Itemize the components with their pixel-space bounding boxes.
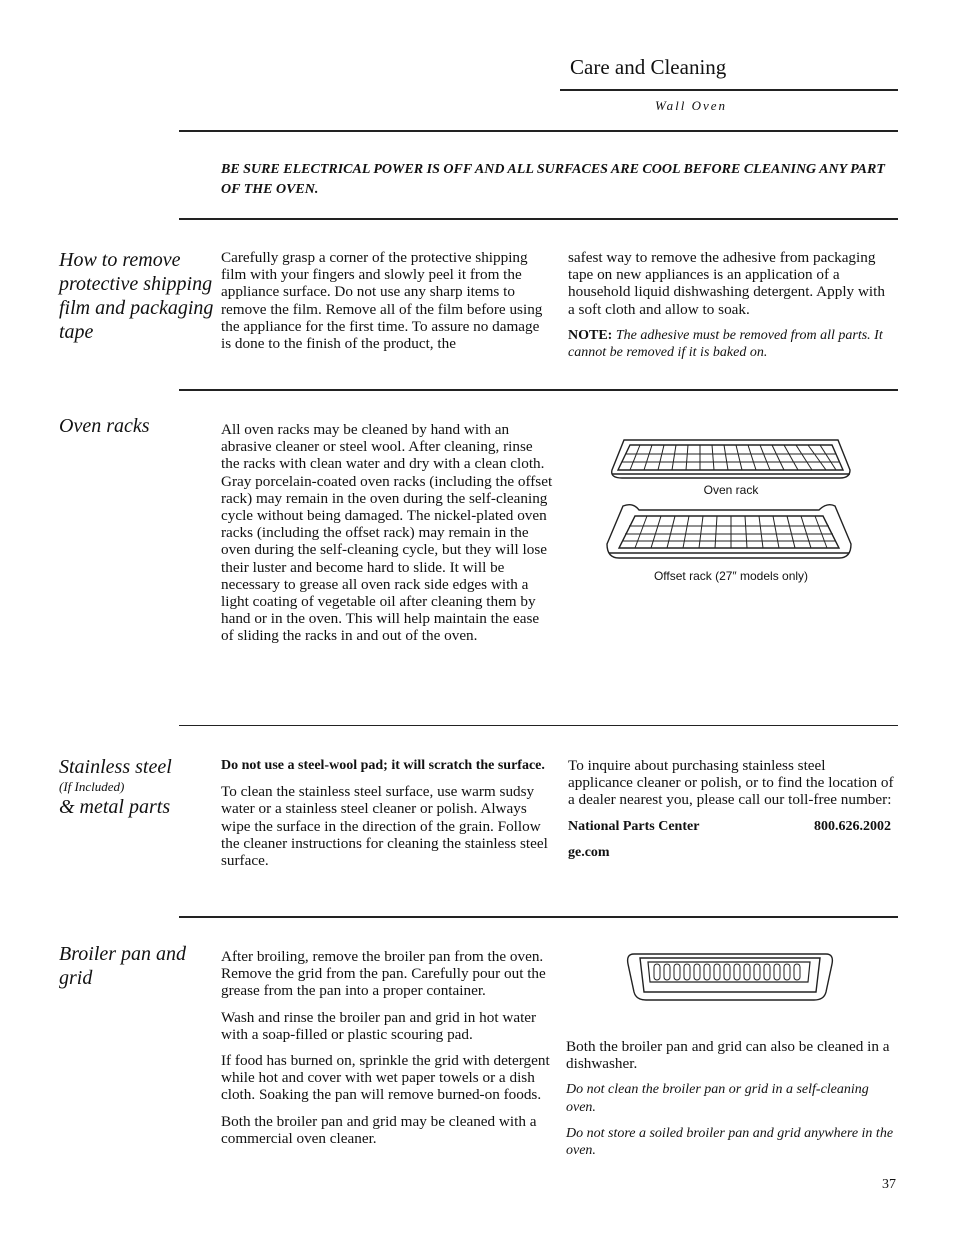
broiler-para: If food has burned on, sprinkle the grid with detergent while hot and cover with wet paper towels or a dish cloth. Soaking the pan will remove burned-on foods. [221,1052,550,1104]
oven-rack-caption: Oven rack [703,483,759,497]
broiler-pan-illustration [624,948,836,1004]
stainless-section-title [59,755,229,819]
broiler-para: Both the broiler pan and grid may be cleaned with a commercial oven cleaner. [221,1112,537,1147]
stainless-text-col2 [568,757,894,861]
racks-section-title: Oven racks [59,415,150,437]
stainless-warning: Do not use a steel-wool pad; it will scratch the surface. [221,758,545,773]
website-link[interactable]: ge.com [568,844,610,860]
parts-center-phone[interactable]: 800.626.2002 [814,818,891,834]
stainless-body: To clean the stainless steel surface, use warm sudsy water or a stainless steel cleaner or polish. Always wipe the surface in the direction of the grain. Follow the cleaner instructions for cleaning the stainless steel surface. [221,783,548,870]
broiler-para: Wash and rinse the broiler pan and grid in hot water with a soap-filled or plastic scouring pad. [221,1008,537,1043]
offset-rack-caption: Offset rack (27″ models only) [653,569,809,583]
stainless-inquire: To inquire about purchasing stainless steel applicance cleaner or polish, or to find the location of a dealer nearest you, please call our toll-free number: [568,757,894,809]
broiler-note: Do not store a soiled broiler pan and grid anywhere in the oven. [566,1125,894,1159]
film-text-col2 [568,249,894,361]
section-divider [179,725,898,726]
film-text-col1: Carefully grasp a corner of the protective shipping film with your fingers and slowly peel it from the appliance surface. Do not use any sharp items to remove the film. Remove all of the film before using the appliance for the first time. To assure no damage is done to the finish of the product, the [221,249,543,353]
film-section-title: How to remove protective shipping film and packaging tape [59,249,214,343]
offset-rack-illustration [603,500,855,566]
oven-rack-illustration [600,432,862,484]
broiler-note: Do not clean the broiler pan or grid in a self-cleaning oven. [566,1082,869,1115]
parts-center-label: National Parts Center [568,818,700,834]
page-title: Care and Cleaning [570,55,727,79]
section-divider [179,130,898,132]
header-rule [560,89,898,91]
section-divider [179,916,898,918]
stainless-text-col1 [221,757,551,878]
page-number: 37 [882,1177,896,1192]
broiler-text-col1 [221,948,551,1156]
parts-center-row [568,818,894,835]
racks-text: All oven racks may be cleaned by hand with an abrasive cleaner or steel wool. After cleaning, rinse the racks with clean water and dry with a clean cloth. Gray porcelain-coated oven racks (including the offset rack) may remain in the oven during the self-cleaning cycle without being damaged. The nickel-plated oven racks (including the offset rack) may remain in the oven during the self-cleaning cycle, but they will lose their luster and become hard to slide. It will be necessary to grease all oven rack side edges with a light coating of vegetable oil after cleaning them by hand or in the oven. This will help maintain the ease of sliding the racks in and out of the oven. [221,421,553,645]
note-text: The adhesive must be removed from all parts. It cannot be removed if it is baked on. [568,327,883,361]
film-note [568,327,894,361]
broiler-dishwasher: Both the broiler pan and grid can also be cleaned in a dishwasher. [566,1038,890,1073]
section-divider [179,218,898,220]
section-divider [179,389,898,391]
broiler-section-title: Broiler pan and grid [59,943,187,989]
stainless-title-note: (If Included) [59,779,125,794]
broiler-text-col2 [566,1038,894,1168]
safety-warning: BE SURE ELECTRICAL POWER IS OFF AND ALL SURFACES ARE COOL BEFORE CLEANING ANY PART OF THE OVEN. [221,162,885,197]
note-label: NOTE: [568,327,613,343]
stainless-title-line2: & metal parts [59,796,171,818]
film-text-col2-para: safest way to remove the adhesive from packaging tape on new appliances is an application of a household liquid dishwashing detergent. Apply with a soft cloth and allow to soak. [568,249,885,318]
stainless-title-line1: Stainless steel [59,756,172,778]
page-subtitle: Wall Oven [655,98,728,113]
broiler-para: After broiling, remove the broiler pan from the oven. Remove the grid from the pan. Carefully pour out the grease from the pan into a proper container. [221,948,546,1000]
